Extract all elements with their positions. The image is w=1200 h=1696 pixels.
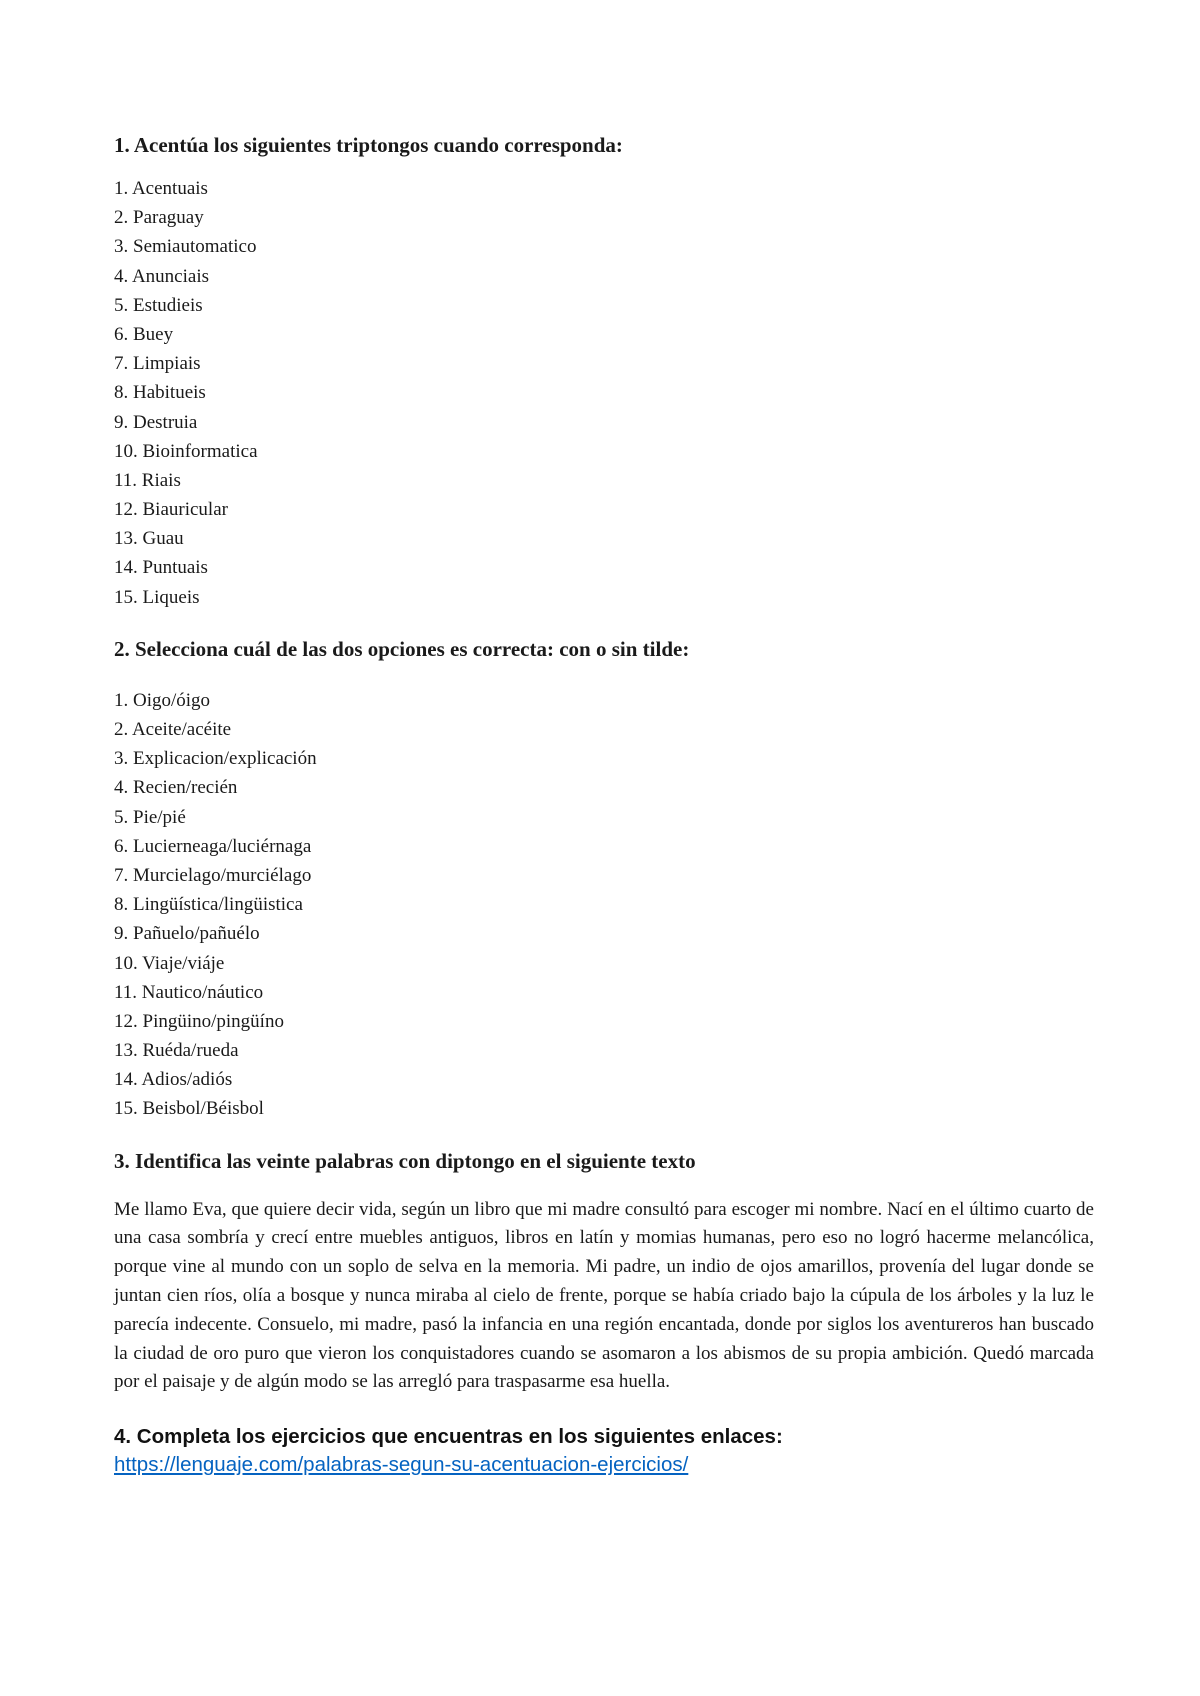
section-1-heading: 1. Acentúa los siguientes triptongos cuando corresponda: xyxy=(114,133,623,157)
list-item: 3. Explicacion/explicación xyxy=(114,748,317,770)
list-item: 6. Lucierneaga/luciérnaga xyxy=(114,835,312,857)
section-2-heading: 2. Selecciona cuál de las dos opciones es correcta: con o sin tilde: xyxy=(114,636,690,661)
list-item: 1. Acentuais xyxy=(114,178,208,199)
list-item: 12. Pingüino/pingüíno xyxy=(114,1010,284,1032)
list-item: 10. Bioinformatica xyxy=(114,440,258,462)
list-item: 8. Habitueis xyxy=(114,382,206,404)
list-item: 9. Destruia xyxy=(114,411,198,433)
list-item: 5. Estudieis xyxy=(114,294,203,316)
list-item: 5. Pie/pié xyxy=(114,806,186,828)
list-item: 15. Liqueis xyxy=(114,586,200,608)
list-item: 10. Viaje/viáje xyxy=(114,952,225,974)
list-item: 7. Murcielago/murciélago xyxy=(114,864,312,886)
list-item: 9. Pañuelo/pañuélo xyxy=(114,923,260,945)
section-2-list xyxy=(114,686,1094,1124)
list-item: 14. Adios/adiós xyxy=(114,1069,233,1091)
list-item: 3. Semiautomatico xyxy=(114,236,257,258)
list-item: 2. Aceite/acéite xyxy=(114,719,232,740)
section-4-heading: 4. Completa los ejercicios que encuentras en los siguientes enlaces: xyxy=(114,1425,783,1449)
list-item: 12. Biauricular xyxy=(114,499,228,521)
list-item: 13. Ruéda/rueda xyxy=(114,1040,239,1062)
list-item: 2. Paraguay xyxy=(114,207,204,229)
list-item: 8. Lingüística/lingüistica xyxy=(114,894,303,916)
list-item: 13. Guau xyxy=(114,528,184,550)
section-3-paragraph: Me llamo Eva, que quiere decir vida, según un libro que mi madre consultó para escoger mi nombre. Nací en el último cuarto de una casa sombría y crecí entre muebles antiguos, libros en latín y momias humanas, pero eso no logró hacerme melancólica, porque vine al mundo con un soplo de selva en la memoria. Mi padre, un indio de ojos amarillos, provenía del lugar donde se juntan cien ríos, olía a bosque y nunca miraba al cielo de frente, porque se había criado bajo la cúpula de los árboles y la luz le parecía indecente. Consuelo, mi madre, pasó la infancia en una región encantada, donde por siglos los aventureros han buscado la ciudad de oro puro que vieron los conquistadores cuando se asomaron a los abismos de su propia ambición. Quedó marcada por el paisaje y de algún modo se las arregló para traspasarme esa huella. xyxy=(114,1198,1094,1393)
list-item: 6. Buey xyxy=(114,323,174,345)
section-3-heading: 3. Identifica las veinte palabras con diptongo en el siguiente texto xyxy=(114,1148,696,1173)
exercises-link[interactable]: https://lenguaje.com/palabras-segun-su-acentuacion-ejercicios/ xyxy=(114,1453,689,1477)
list-item: 1. Oigo/óigo xyxy=(114,689,211,711)
list-item: 4. Anunciais xyxy=(114,265,209,287)
list-item: 15. Beisbol/Béisbol xyxy=(114,1098,264,1120)
document-page xyxy=(114,130,1094,1479)
list-item: 4. Recien/recién xyxy=(114,777,238,799)
section-1-list xyxy=(114,174,1094,612)
list-item: 11. Nautico/náutico xyxy=(114,981,264,1003)
list-item: 7. Limpiais xyxy=(114,353,201,375)
list-item: 14. Puntuais xyxy=(114,557,208,579)
list-item: 11. Riais xyxy=(114,469,181,491)
